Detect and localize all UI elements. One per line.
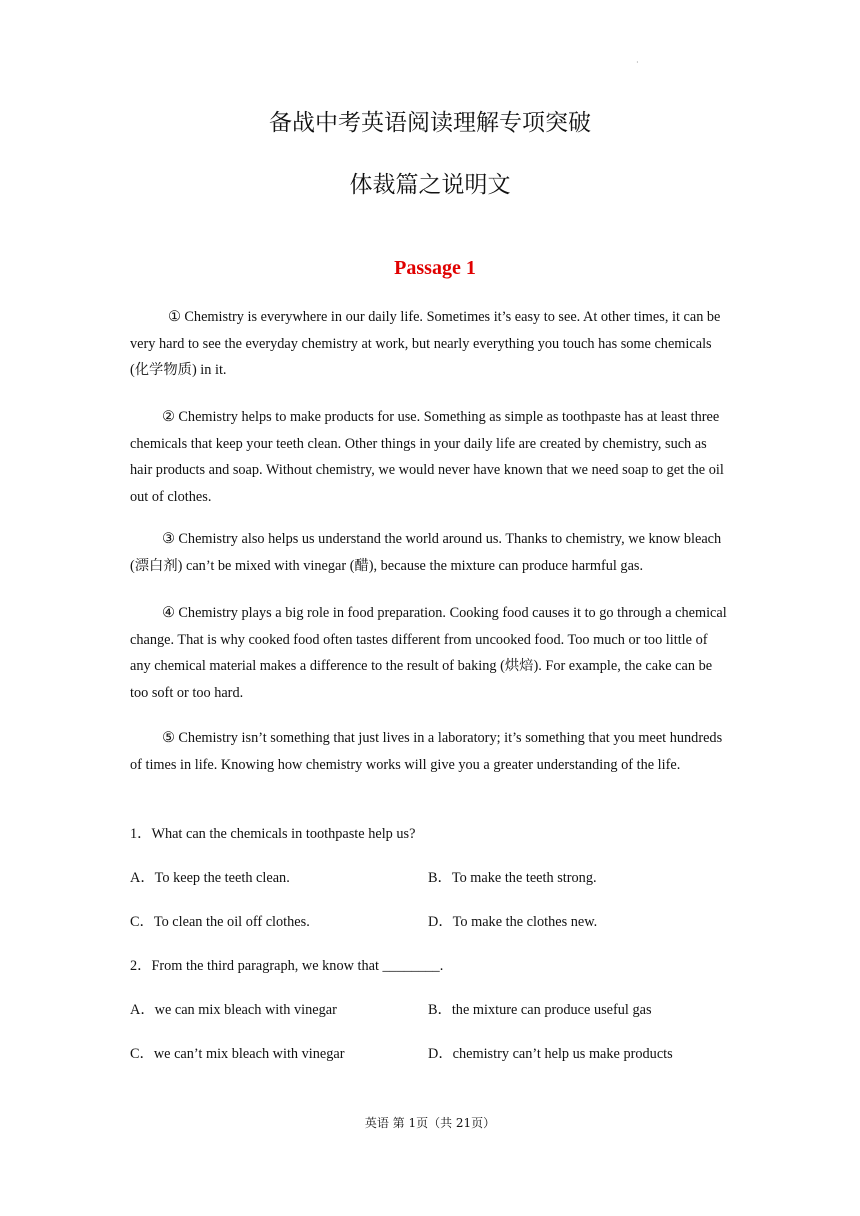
question-2-option-b: B．the mixture can produce useful gas: [428, 1002, 652, 1018]
passage-title: Passage 1: [394, 257, 476, 279]
question-1-option-b: B．To make the teeth strong.: [428, 870, 597, 886]
question-2-option-c: C．we can’t mix bleach with vinegar: [130, 1046, 345, 1062]
page-footer: 英语 第 1页（共 21页）: [364, 1116, 496, 1130]
passage-paragraph-4: ④ Chemistry plays a big role in food preparation. Cooking food causes it to go through a chemical change. That is why cooked food often tastes different from uncooked food. Too much or too little of any chemical material makes a difference to the result of baking (烘焙). For example, the cake can be too soft or too hard.: [130, 605, 727, 701]
question-1-option-a: A．To keep the teeth clean.: [130, 870, 290, 886]
passage-paragraph-3: ③ Chemistry also helps us understand the world around us. Thanks to chemistry, we know bleach (漂白剂) can’t be mixed with vinegar (醋), because the mixture can produce harmful gas.: [130, 531, 722, 574]
question-2-option-d: D．chemistry can’t help us make products: [428, 1046, 673, 1062]
question-2-option-a: A．we can mix bleach with vinegar: [130, 1002, 337, 1018]
question-1-option-d: D．To make the clothes new.: [428, 914, 598, 930]
question-1-option-c: C．To clean the oil off clothes.: [130, 914, 310, 930]
passage-paragraph-5: ⑤ Chemistry isn’t something that just lives in a laboratory; it’s something that you meet hundreds of times in life. Knowing how chemistry works will give you a greater understanding of the life.: [130, 730, 723, 773]
header-mark: ·: [636, 58, 639, 67]
passage-paragraph-1: ① Chemistry is everywhere in our daily life. Sometimes it’s easy to see. At other times, it can be very hard to see the everyday chemistry at work, but nearly everything you touch has some chemicals (化学物质) in it.: [130, 309, 721, 378]
passage-paragraph-2: ② Chemistry helps to make products for use. Something as simple as toothpaste has at least three chemicals that keep your teeth clean. Other things in your daily life are created by chemistry, such as hair products and soap. Without chemistry, we would never have known that we need soap to get the oil out of clothes.: [130, 409, 724, 505]
document-subtitle: 体裁篇之说明文: [349, 172, 511, 198]
question-2-stem: 2．From the third paragraph, we know that ________.: [130, 958, 444, 974]
question-1-stem: 1．What can the chemicals in toothpaste help us?: [130, 826, 416, 842]
document-title: 备战中考英语阅读理解专项突破: [269, 110, 591, 136]
